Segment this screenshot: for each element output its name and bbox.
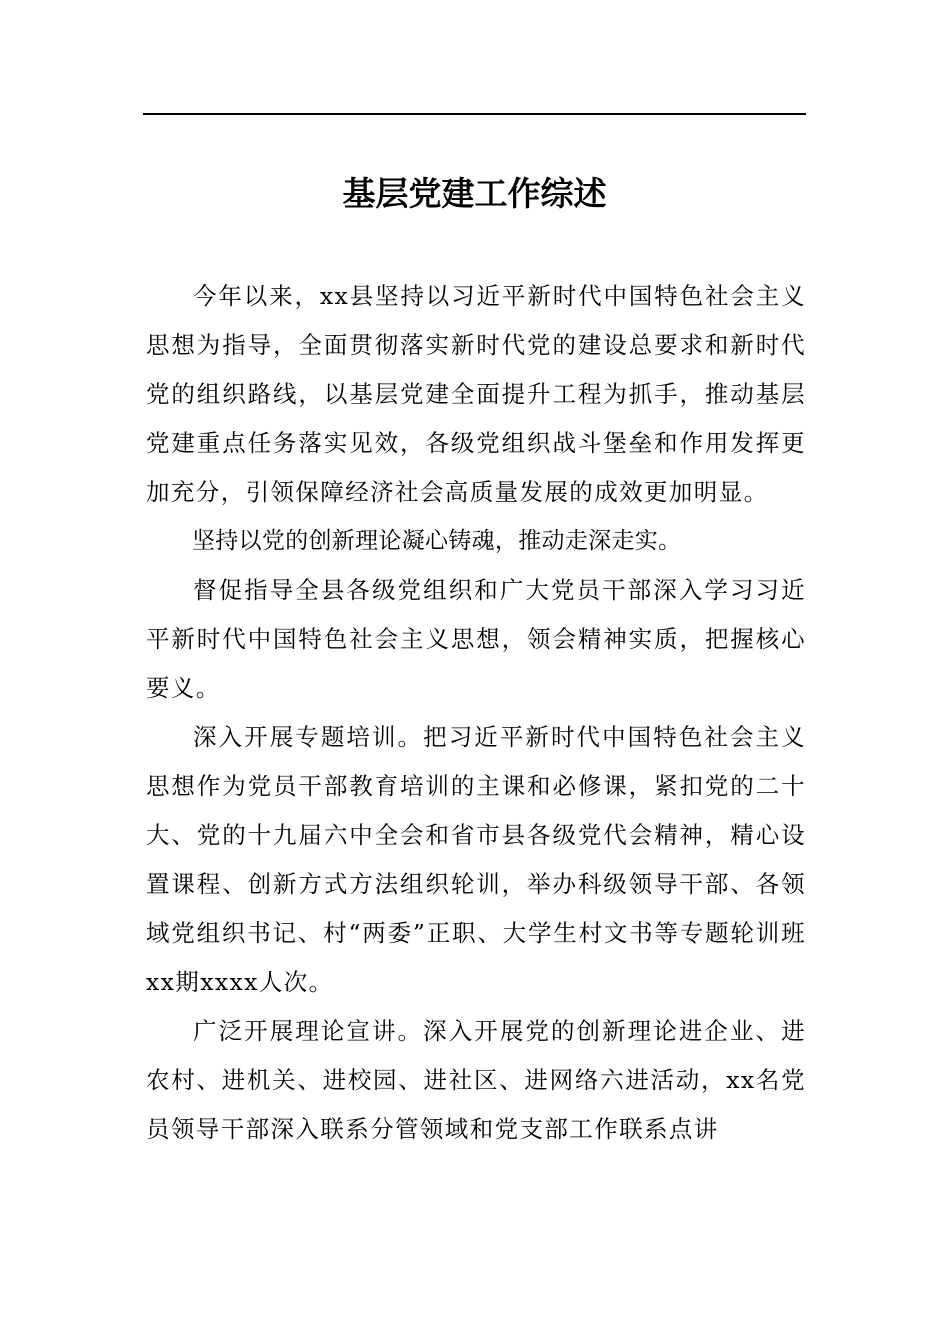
section-heading: 坚持以党的创新理论凝心铸魂，推动走深走实。 [192, 528, 682, 554]
document-title: 基层党建工作综述 [342, 174, 607, 213]
paragraph-guidance: 督促指导全县各级党组织和广大党员干部深入学习习近平新时代中国特色社会主义思想，领会精神实质，把握核心要义。 [146, 576, 806, 702]
paragraph-training: 深入开展专题培训。把习近平新时代中国特色社会主义思想作为党员干部教育培训的主课和必修课，紧扣党的二十大、党的十九届六中全会和省市县各级党代会精神，精心设置课程、创新方式方法组织轮训，举办科级领导干部、各领域党组织书记、村“两委”正职、大学生村文书等专题轮训班xx期xxxx人次。 [146, 723, 806, 996]
paragraph-intro: 今年以来，xx县坚持以习近平新时代中国特色社会主义思想为指导，全面贯彻落实新时代党的建设总要求和新时代党的组织路线，以基层党建全面提升工程为抓手，推动基层党建重点任务落实见效，各级党组织战斗堡垒和作用发挥更加充分，引领保障经济社会高质量发展的成效更加明显。 [146, 282, 806, 506]
document-body [146, 272, 806, 1154]
header-rule [143, 113, 806, 115]
paragraph-lectures: 广泛开展理论宣讲。深入开展党的创新理论进企业、进农村、进机关、进校园、进社区、进网络六进活动，xx名党员领导干部深入联系分管领域和党支部工作联系点讲 [146, 1017, 806, 1143]
